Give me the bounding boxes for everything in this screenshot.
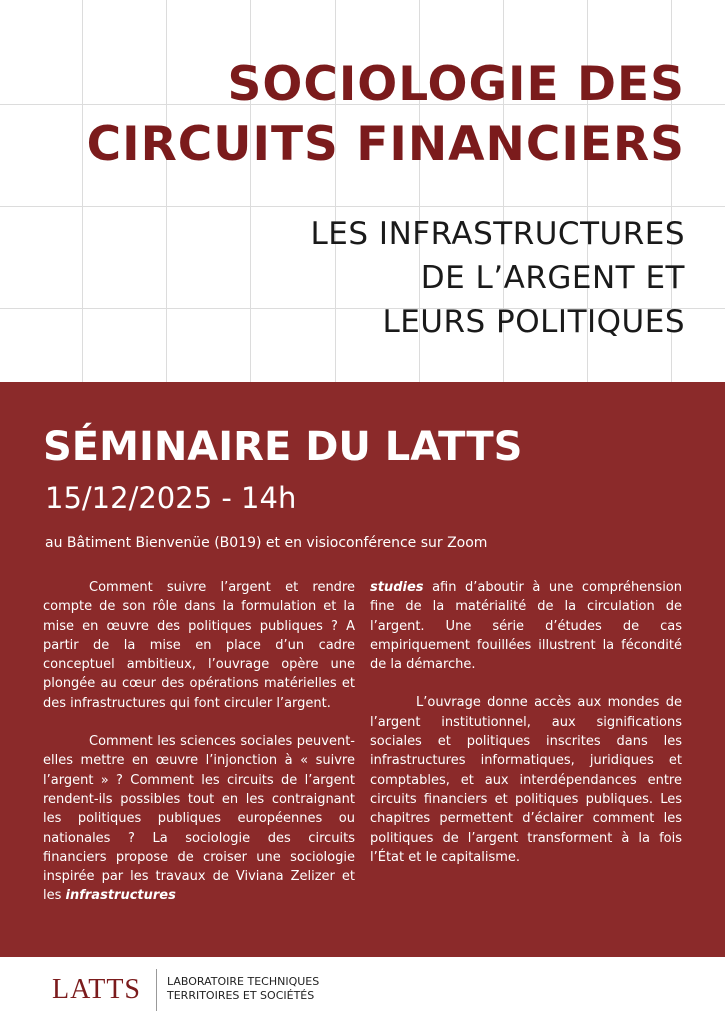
subtitle-line: LES INFRASTRUCTURES: [310, 216, 685, 252]
seminar-location: au Bâtiment Bienvenüe (B019) et en visioconférence sur Zoom: [45, 535, 488, 551]
paragraph: [43, 732, 355, 906]
footer: [0, 957, 725, 1024]
main-title: [87, 55, 685, 175]
paragraph: [370, 578, 682, 674]
paragraph: L’ouvrage donne accès aux mondes de l’argent institutionnel, aux significations sociales et politiques inscrites dans les infrastructures informatiques, juridiques et comptables, et aux interdépendances entre circuits financiers et politiques publiques. Les chapitres permettent d’éclairer comment les politiques de l’argent transforment à la fois l’État et le capitalisme.: [370, 695, 682, 865]
lab-name-line: LABORATOIRE TECHNIQUES: [167, 975, 320, 988]
text-column-left: [43, 578, 355, 925]
text-column-right: [370, 578, 682, 886]
seminar-title: SÉMINAIRE DU LATTS: [43, 424, 523, 470]
grid-line: [0, 206, 725, 207]
main-title-line: SOCIOLOGIE DES: [227, 57, 685, 112]
italic-term: infrastructures: [65, 888, 176, 904]
grid-line: [82, 0, 83, 382]
paragraph-text: afin d’aboutir à une compréhension fine de la matérialité de la circulation de l’argent. Une série d’études de cas empiriquement fouillées illustrent la fécondité de la démarche.: [370, 580, 682, 673]
latts-logo: LATTS: [52, 974, 141, 1005]
paragraph-text: Comment les sciences sociales peuvent-elles mettre en œuvre l’injonction à « suivre l’argent » ? Comment les circuits de l’argent rendent-ils possibles tout en les contraignant les politiques publiques européennes ou nationales ? La sociologie des circuits financiers propose de croiser une sociologie inspirée par les travaux de Viviana Zelizer et les: [43, 734, 355, 904]
subtitle: [311, 212, 685, 344]
subtitle-line: DE L’ARGENT ET: [420, 260, 685, 296]
lab-name: [167, 975, 319, 1003]
seminar-band: [0, 382, 725, 957]
italic-term: studies: [370, 580, 424, 595]
lab-name-line: TERRITOIRES ET SOCIÉTÉS: [167, 989, 315, 1002]
seminar-datetime: 15/12/2025 - 14h: [45, 481, 297, 515]
footer-divider: [156, 969, 157, 1011]
paragraph: Comment suivre l’argent et rendre compte de son rôle dans la formulation et la mise en œuvre des politiques publiques ? A partir de la mise en place d’un cadre conceptuel ambitieux, l’ouvrage opère une plongée au cœur des opérations matérielles et des infrastructures qui font circuler l’argent.: [43, 580, 355, 711]
main-title-line: CIRCUITS FINANCIERS: [86, 117, 685, 172]
subtitle-line: LEURS POLITIQUES: [382, 304, 685, 340]
